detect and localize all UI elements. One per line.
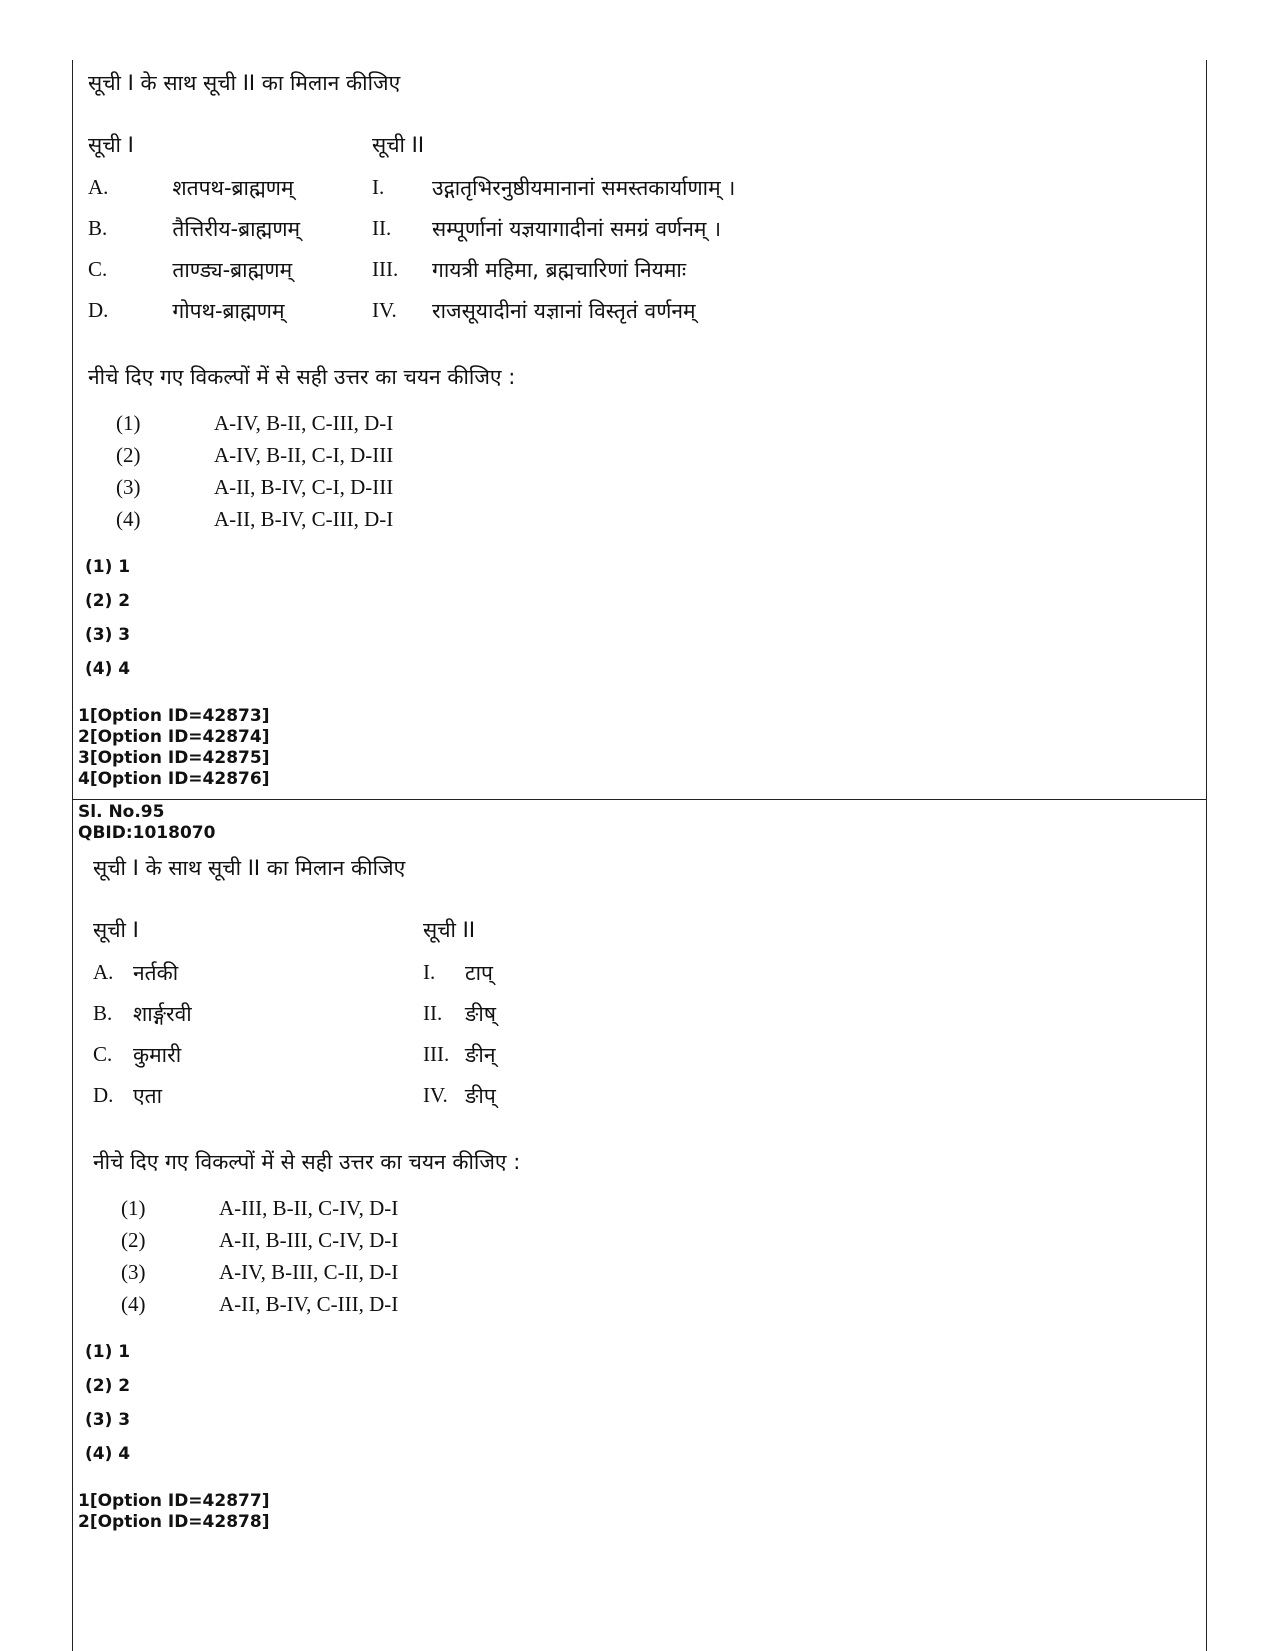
option-row	[121, 1288, 398, 1320]
serial-number: Sl. No.95	[78, 802, 165, 822]
row-item: शतपथ-ब्राह्मणम्	[172, 175, 294, 200]
option-id: 3[Option ID=42875]	[78, 748, 270, 768]
row-description: सम्पूर्णानां यज्ञयागादीनां समग्रं वर्णनम् ।	[432, 216, 722, 241]
option-id: 2[Option ID=42878]	[78, 1512, 270, 1532]
match-table	[88, 123, 735, 331]
row-numeral: III.	[423, 1042, 450, 1066]
option-number: (3)	[116, 474, 141, 499]
list-1-header: सूची I	[93, 918, 139, 942]
row-letter: B.	[88, 216, 108, 240]
question-94-body	[88, 63, 1188, 535]
left-border-line	[72, 60, 73, 1651]
row-item: गोपथ-ब्राह्मणम्	[172, 298, 285, 323]
right-border-line	[1206, 60, 1207, 1651]
option-row	[116, 471, 393, 503]
answer-choice[interactable]: (1) 1	[85, 1342, 131, 1362]
instruction-text: नीचे दिए गए विकल्पों में से सही उत्तर का चयन कीजिए :	[93, 1150, 521, 1174]
row-item: तैत्तिरीय-ब्राह्मणम्	[172, 216, 301, 241]
row-letter: B.	[93, 1001, 113, 1025]
row-numeral: II.	[372, 216, 392, 240]
row-letter: D.	[88, 298, 109, 322]
match-row	[93, 952, 496, 993]
row-numeral: IV.	[372, 298, 397, 322]
question-title: सूची I के साथ सूची II का मिलान कीजिए	[88, 71, 401, 95]
question-divider	[72, 799, 1207, 800]
list-2-header: सूची II	[423, 918, 476, 942]
option-text: A-II, B-IV, C-III, D-I	[214, 506, 394, 531]
row-letter: A.	[88, 175, 109, 199]
option-text: A-II, B-IV, C-I, D-III	[214, 474, 394, 499]
option-number: (2)	[116, 442, 141, 467]
answer-choices	[85, 1335, 130, 1471]
row-description: राजसूयादीनां यज्ञानां विस्तृतं वर्णनम्	[432, 298, 696, 323]
option-text: A-IV, B-II, C-I, D-III	[214, 442, 394, 467]
row-numeral: I.	[372, 175, 385, 199]
option-list	[116, 407, 393, 535]
match-row	[88, 208, 735, 249]
option-row	[121, 1256, 398, 1288]
option-id: 1[Option ID=42873]	[78, 706, 270, 726]
option-list	[121, 1192, 398, 1320]
option-number: (4)	[116, 506, 141, 531]
row-letter: D.	[93, 1083, 114, 1107]
answer-choice[interactable]: (1) 1	[85, 557, 131, 577]
option-number: (2)	[121, 1227, 146, 1252]
row-item: एता	[133, 1083, 163, 1108]
answer-choice[interactable]: (4) 4	[85, 1444, 131, 1464]
question-title: सूची I के साथ सूची II का मिलान कीजिए	[93, 856, 406, 880]
answer-choice[interactable]: (3) 3	[85, 625, 131, 645]
option-number: (4)	[121, 1291, 146, 1316]
option-id-list	[78, 706, 269, 790]
row-numeral: I.	[423, 960, 436, 984]
option-row	[116, 439, 393, 471]
option-id: 1[Option ID=42877]	[78, 1491, 270, 1511]
match-table	[93, 908, 496, 1116]
row-item: शार्ङ्गरवी	[133, 1001, 192, 1026]
option-id-list	[78, 1491, 269, 1533]
option-id: 2[Option ID=42874]	[78, 727, 270, 747]
row-item: नर्तकी	[133, 960, 179, 985]
option-id: 4[Option ID=42876]	[78, 769, 270, 789]
instruction-text: नीचे दिए गए विकल्पों में से सही उत्तर का चयन कीजिए :	[88, 365, 516, 389]
row-description: गायत्री महिमा, ब्रह्मचारिणां नियमाः	[432, 257, 687, 282]
match-table-header	[88, 123, 735, 167]
match-row	[88, 167, 735, 208]
option-number: (3)	[121, 1259, 146, 1284]
option-text: A-IV, B-III, C-II, D-I	[219, 1259, 399, 1284]
answer-choices	[85, 550, 130, 686]
answer-choice[interactable]: (3) 3	[85, 1410, 131, 1430]
row-description: उद्गातृभिरनुष्ठीयमानानां समस्तकार्याणाम् ।	[432, 175, 736, 200]
row-numeral: II.	[423, 1001, 443, 1025]
match-row	[93, 1034, 496, 1075]
row-suffix: टाप्	[465, 960, 493, 985]
match-row	[93, 993, 496, 1034]
match-row	[93, 1075, 496, 1116]
list-1-header: सूची I	[88, 133, 134, 157]
option-row	[116, 503, 393, 535]
option-row	[121, 1192, 398, 1224]
row-letter: C.	[93, 1042, 113, 1066]
answer-choice[interactable]: (2) 2	[85, 1376, 131, 1396]
match-row	[88, 249, 735, 290]
option-text: A-II, B-III, C-IV, D-I	[219, 1227, 399, 1252]
row-suffix: ङीप्	[465, 1083, 496, 1108]
option-row	[121, 1224, 398, 1256]
row-letter: C.	[88, 257, 108, 281]
row-letter: A.	[93, 960, 114, 984]
row-numeral: IV.	[423, 1083, 448, 1107]
match-table-header	[93, 908, 496, 952]
answer-choice[interactable]: (4) 4	[85, 659, 131, 679]
list-2-header: सूची II	[372, 133, 425, 157]
option-text: A-II, B-IV, C-III, D-I	[219, 1291, 399, 1316]
question-header	[78, 802, 215, 844]
qbid: QBID:1018070	[78, 823, 216, 843]
row-numeral: III.	[372, 257, 399, 281]
row-item: कुमारी	[133, 1042, 182, 1067]
question-95-body	[93, 848, 1193, 1320]
row-suffix: ङीन्	[465, 1042, 496, 1067]
option-number: (1)	[121, 1195, 146, 1220]
option-text: A-IV, B-II, C-III, D-I	[214, 410, 394, 435]
answer-choice[interactable]: (2) 2	[85, 591, 131, 611]
row-item: ताण्ड्य-ब्राह्मणम्	[172, 257, 293, 282]
option-text: A-III, B-II, C-IV, D-I	[219, 1195, 399, 1220]
option-row	[116, 407, 393, 439]
option-number: (1)	[116, 410, 141, 435]
row-suffix: ङीष्	[465, 1001, 496, 1026]
match-row	[88, 290, 735, 331]
